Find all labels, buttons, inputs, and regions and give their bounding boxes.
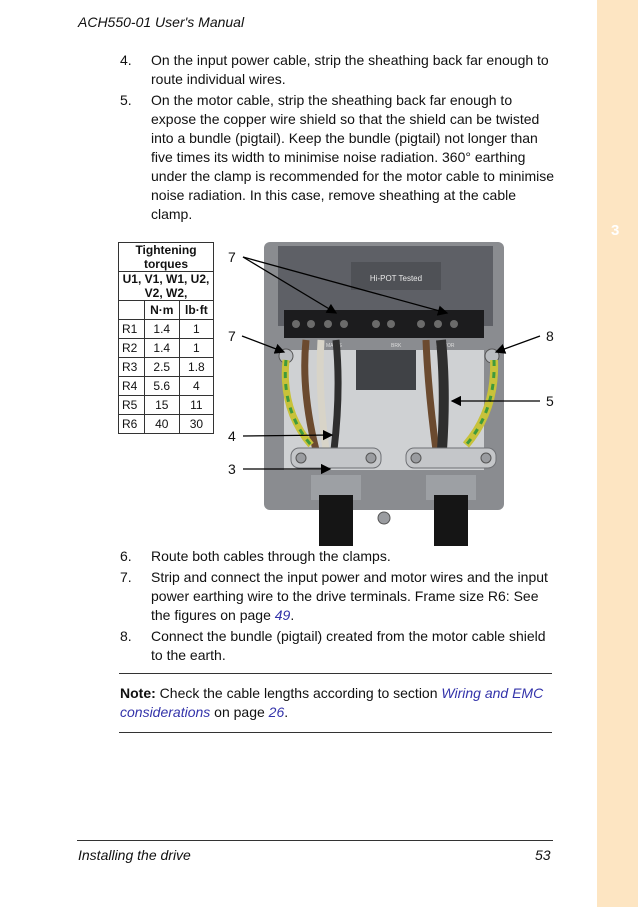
- footer-page-number: 53: [535, 847, 551, 863]
- page-link-49[interactable]: 49: [274, 607, 291, 623]
- torque-table-title: Tightening torques: [119, 243, 214, 272]
- table-row: [119, 415, 214, 434]
- callout-3: 3: [228, 461, 236, 477]
- step-item: [120, 627, 555, 665]
- lbft-cell: 1: [179, 339, 213, 358]
- frame-cell: R5: [119, 396, 145, 415]
- note-text: Check the cable lengths according to section: [155, 685, 442, 701]
- footer-section: Installing the drive: [78, 847, 191, 863]
- step-text: On the motor cable, strip the sheathing back far enough to expose the copper wire shield so that the shield can be twisted into a bundle (pigtail). Keep the bundle (pigtail) not longer than five times its width to minimise noise radiation. 360° earthing under the clamp is recommended for the motor cable to minimise noise radiation. In this case, remove sheathing at the cable clamp.: [151, 92, 555, 222]
- lbft-cell: 1.8: [179, 358, 213, 377]
- lbft-cell: 4: [179, 377, 213, 396]
- chapter-number: 3: [611, 222, 620, 239]
- torque-table: [118, 242, 214, 434]
- step-text: On the input power cable, strip the sheathing back far enough to route individual wires.: [151, 52, 549, 87]
- hipot-label: Hi-POT Tested: [369, 274, 423, 283]
- table-row: [119, 377, 214, 396]
- frame-cell: R1: [119, 320, 145, 339]
- callout-8: 8: [546, 328, 554, 344]
- page-link-26[interactable]: 26: [268, 704, 285, 720]
- footer-rule: [77, 840, 553, 841]
- brk-label: BRK: [391, 343, 402, 349]
- header-nm: N·m: [144, 301, 179, 320]
- callout-7-top: 7: [228, 249, 236, 265]
- note-label: Note:: [120, 685, 156, 701]
- table-row: [119, 339, 214, 358]
- step-item: [120, 91, 555, 224]
- step-number: 7.: [120, 569, 132, 585]
- nm-cell: 1.4: [144, 320, 179, 339]
- lbft-cell: 11: [179, 396, 213, 415]
- step-item: [120, 51, 555, 89]
- table-row: [119, 396, 214, 415]
- step-item: [120, 568, 555, 625]
- lbft-cell: 30: [179, 415, 213, 434]
- section-link[interactable]: Wiring and EMC considerations: [120, 685, 544, 720]
- step-text-end: .: [290, 607, 295, 623]
- steps-list-top: [120, 51, 555, 226]
- note-top-rule: [119, 673, 552, 674]
- frame-cell: R6: [119, 415, 145, 434]
- header-blank: [119, 301, 145, 320]
- frame-cell: R3: [119, 358, 145, 377]
- nm-cell: 1.4: [144, 339, 179, 358]
- steps-list-bottom: [120, 547, 555, 667]
- motor-label: MOTOR: [436, 343, 455, 349]
- step-number: 6.: [120, 548, 132, 564]
- nm-cell: 2.5: [144, 358, 179, 377]
- input-cable: [319, 495, 353, 546]
- nm-cell: 40: [144, 415, 179, 434]
- lbft-cell: 1: [179, 320, 213, 339]
- step-number: 4.: [120, 52, 132, 68]
- note-box: [120, 684, 552, 722]
- step-number: 8.: [120, 628, 132, 644]
- step-item: [120, 547, 555, 566]
- callout-4: 4: [228, 428, 236, 444]
- nm-cell: 5.6: [144, 377, 179, 396]
- step-text: Route both cables through the clamps.: [151, 548, 391, 564]
- frame-cell: R4: [119, 377, 145, 396]
- step-text: Strip and connect the input power and motor wires and the input power earthing wire to the drive terminals. Frame size R6: See the figures on page: [151, 569, 548, 623]
- table-row: [119, 320, 214, 339]
- page-header: ACH550-01 User's Manual: [78, 14, 245, 30]
- note-text-mid: on page: [210, 704, 269, 720]
- step-number: 5.: [120, 92, 132, 108]
- header-lbft: lb·ft: [179, 301, 213, 320]
- motor-cable: [434, 495, 468, 546]
- mains-label: MAINS: [326, 343, 342, 349]
- callout-5: 5: [546, 393, 554, 409]
- frame-cell: R2: [119, 339, 145, 358]
- callout-7-mid: 7: [228, 328, 236, 344]
- drive-wiring-photo: [256, 240, 511, 546]
- step-text: Connect the bundle (pigtail) created from the motor cable shield to the earth.: [151, 628, 546, 663]
- nm-cell: 15: [144, 396, 179, 415]
- torque-table-subtitle: U1, V1, W1, U2, V2, W2,: [119, 272, 214, 301]
- chapter-sidebar: [597, 0, 638, 907]
- table-row: [119, 358, 214, 377]
- note-text-end: .: [284, 704, 289, 720]
- note-bottom-rule: [119, 732, 552, 733]
